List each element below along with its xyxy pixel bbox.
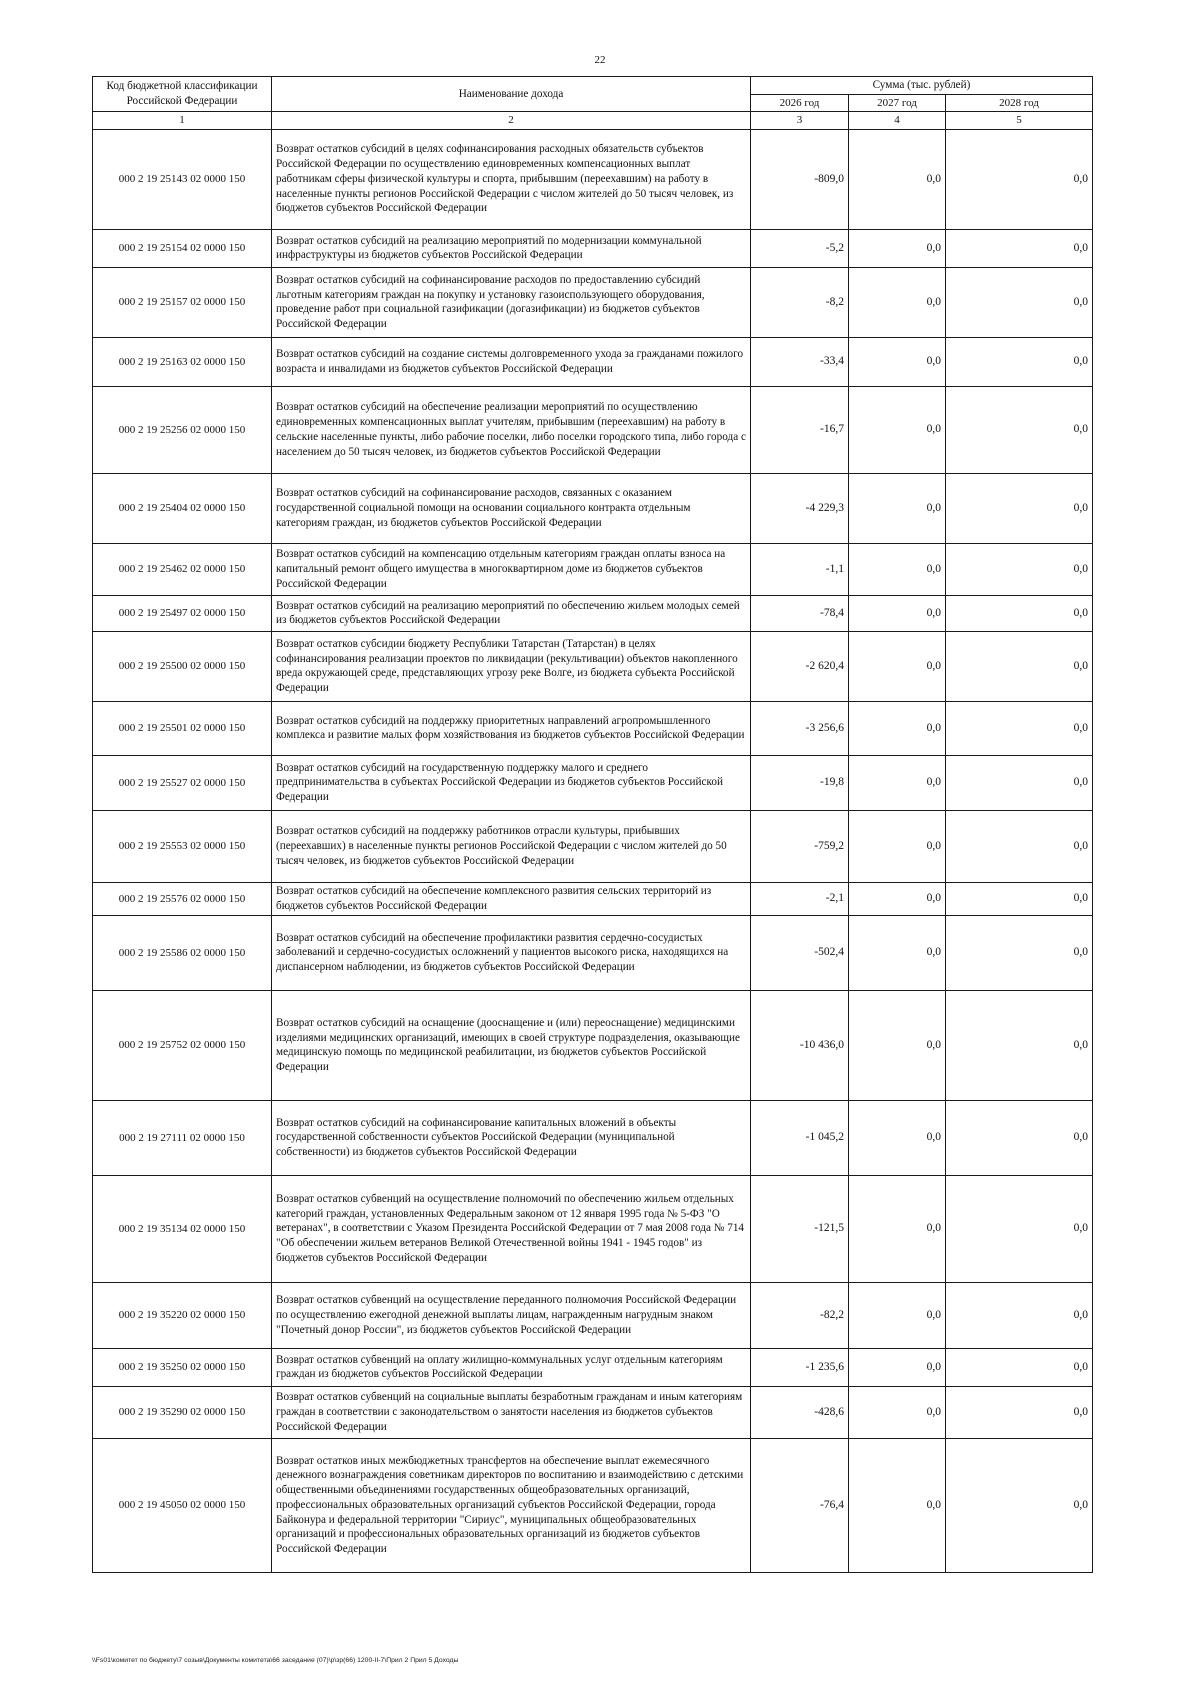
amount-2027-cell: 0,0 bbox=[849, 473, 946, 543]
budget-code-cell: 000 2 19 25586 02 0000 150 bbox=[93, 915, 272, 990]
budget-code-cell: 000 2 19 35250 02 0000 150 bbox=[93, 1348, 272, 1386]
amount-2026-cell: -2 620,4 bbox=[751, 631, 849, 701]
table-row bbox=[93, 473, 1093, 543]
table-row bbox=[93, 915, 1093, 990]
budget-code-cell: 000 2 19 25143 02 0000 150 bbox=[93, 129, 272, 229]
table-row bbox=[93, 267, 1093, 337]
amount-2026-cell: -1,1 bbox=[751, 543, 849, 595]
income-name-cell: Возврат остатков субсидий на софинансирование капитальных вложений в объекты государственной собственности субъектов Российской Федерации (муниципальной собственности) из бюджетов субъектов Российской Федерации bbox=[272, 1100, 751, 1175]
col-number-2: 2 bbox=[272, 112, 751, 130]
header-sum: Сумма (тыс. рублей) bbox=[751, 77, 1093, 95]
budget-code-cell: 000 2 19 25501 02 0000 150 bbox=[93, 701, 272, 755]
budget-code-cell: 000 2 19 25256 02 0000 150 bbox=[93, 386, 272, 473]
budget-code-cell: 000 2 19 25527 02 0000 150 bbox=[93, 755, 272, 810]
amount-2026-cell: -428,6 bbox=[751, 1386, 849, 1438]
amount-2028-cell: 0,0 bbox=[946, 595, 1093, 631]
amount-2028-cell: 0,0 bbox=[946, 701, 1093, 755]
amount-2028-cell: 0,0 bbox=[946, 1348, 1093, 1386]
amount-2026-cell: -19,8 bbox=[751, 755, 849, 810]
amount-2028-cell: 0,0 bbox=[946, 543, 1093, 595]
income-name-cell: Возврат остатков субвенций на осуществление переданного полномочия Российской Федерации по осуществлению ежегодной денежной выплаты лицам, награжденным нагрудным знаком "Почетный донор России", из бюджетов субъектов Российской Федерации bbox=[272, 1282, 751, 1348]
table-row bbox=[93, 631, 1093, 701]
amount-2027-cell: 0,0 bbox=[849, 990, 946, 1100]
income-name-cell: Возврат остатков иных межбюджетных трансфертов на обеспечение выплат ежемесячного денежного вознаграждения советникам директоров по воспитанию и взаимодействию с детскими общественными объединениями государственных общеобразовательных организаций, профессиональных образовательных организаций субъектов Российской Федерации, города Байконура и федеральной территории "Сириус", муниципальных общеобразовательных организаций и профессиональных образовательных организаций из бюджетов субъектов Российской Федерации bbox=[272, 1438, 751, 1572]
amount-2028-cell: 0,0 bbox=[946, 1175, 1093, 1282]
header-year-2027: 2027 год bbox=[849, 94, 946, 112]
income-name-cell: Возврат остатков субсидий на реализацию мероприятий по обеспечению жильем молодых семей из бюджетов субъектов Российской Федерации bbox=[272, 595, 751, 631]
amount-2027-cell: 0,0 bbox=[849, 543, 946, 595]
income-name-cell: Возврат остатков субсидий на государственную поддержку малого и среднего предпринимательства в субъектах Российской Федерации из бюджетов субъектов Российской Федерации bbox=[272, 755, 751, 810]
amount-2028-cell: 0,0 bbox=[946, 755, 1093, 810]
table-row bbox=[93, 595, 1093, 631]
income-name-cell: Возврат остатков субсидии бюджету Республики Татарстан (Татарстан) в целях софинансирования реализации проектов по ликвидации (рекультивации) объектов накопленного вреда окружающей среде, представляющих угрозу реке Волге, из бюджета субъекта Российской Федерации bbox=[272, 631, 751, 701]
budget-code-cell: 000 2 19 25576 02 0000 150 bbox=[93, 882, 272, 915]
header-name: Наименование дохода bbox=[272, 77, 751, 112]
amount-2027-cell: 0,0 bbox=[849, 267, 946, 337]
table-row bbox=[93, 810, 1093, 882]
income-name-cell: Возврат остатков субсидий на обеспечение профилактики развития сердечно-сосудистых заболеваний и сердечно-сосудистых осложнений у пациентов высокого риска, находящихся на диспансерном наблюдении, из бюджетов субъектов Российской Федерации bbox=[272, 915, 751, 990]
col-number-5: 5 bbox=[946, 112, 1093, 130]
income-name-cell: Возврат остатков субсидий на софинансирование расходов по предоставлению субсидий льготным категориям граждан на покупку и установку газоиспользующего оборудования, проведение работ при социальной газификации (догазификации) из бюджетов субъектов Российской Федерации bbox=[272, 267, 751, 337]
amount-2026-cell: -5,2 bbox=[751, 229, 849, 267]
table-row bbox=[93, 701, 1093, 755]
amount-2026-cell: -2,1 bbox=[751, 882, 849, 915]
income-name-cell: Возврат остатков субвенций на оплату жилищно-коммунальных услуг отдельным категориям граждан из бюджетов субъектов Российской Федерации bbox=[272, 1348, 751, 1386]
budget-code-cell: 000 2 19 35220 02 0000 150 bbox=[93, 1282, 272, 1348]
amount-2026-cell: -4 229,3 bbox=[751, 473, 849, 543]
budget-code-cell: 000 2 19 25404 02 0000 150 bbox=[93, 473, 272, 543]
amount-2028-cell: 0,0 bbox=[946, 129, 1093, 229]
income-name-cell: Возврат остатков субсидий на софинансирование расходов, связанных с оказанием государственной социальной помощи на основании социального контракта отдельным категориям граждан, из бюджетов субъектов Российской Федерации bbox=[272, 473, 751, 543]
col-number-3: 3 bbox=[751, 112, 849, 130]
table-row bbox=[93, 1386, 1093, 1438]
table-row bbox=[93, 543, 1093, 595]
revenue-table bbox=[92, 76, 1093, 1573]
amount-2028-cell: 0,0 bbox=[946, 631, 1093, 701]
amount-2026-cell: -78,4 bbox=[751, 595, 849, 631]
amount-2028-cell: 0,0 bbox=[946, 473, 1093, 543]
amount-2028-cell: 0,0 bbox=[946, 1386, 1093, 1438]
amount-2027-cell: 0,0 bbox=[849, 1100, 946, 1175]
amount-2026-cell: -82,2 bbox=[751, 1282, 849, 1348]
amount-2027-cell: 0,0 bbox=[849, 915, 946, 990]
amount-2026-cell: -759,2 bbox=[751, 810, 849, 882]
amount-2028-cell: 0,0 bbox=[946, 386, 1093, 473]
amount-2027-cell: 0,0 bbox=[849, 1348, 946, 1386]
budget-code-cell: 000 2 19 25157 02 0000 150 bbox=[93, 267, 272, 337]
table-row bbox=[93, 129, 1093, 229]
table-row bbox=[93, 1438, 1093, 1572]
income-name-cell: Возврат остатков субсидий на оснащение (дооснащение и (или) переоснащение) медицинскими изделиями медицинских организаций, имеющих в своей структуре подразделения, оказывающие медицинскую помощь по медицинской реабилитации, из бюджетов субъектов Российской Федерации bbox=[272, 990, 751, 1100]
amount-2027-cell: 0,0 bbox=[849, 1175, 946, 1282]
amount-2026-cell: -1 045,2 bbox=[751, 1100, 849, 1175]
table-row bbox=[93, 1100, 1093, 1175]
table-row bbox=[93, 386, 1093, 473]
footer-file-path: \\Fs01\комитет по бюджету\7 созыв\Документы комитета\66 заседание (07)\р\зр(66) 1200-II-7\Прил 2 Прил 5 Доходы bbox=[92, 1657, 459, 1664]
table-body bbox=[93, 129, 1093, 1572]
table-row bbox=[93, 1282, 1093, 1348]
amount-2027-cell: 0,0 bbox=[849, 1386, 946, 1438]
header-year-2028: 2028 год bbox=[946, 94, 1093, 112]
amount-2028-cell: 0,0 bbox=[946, 1282, 1093, 1348]
amount-2028-cell: 0,0 bbox=[946, 267, 1093, 337]
amount-2026-cell: -33,4 bbox=[751, 337, 849, 386]
table-row bbox=[93, 1348, 1093, 1386]
budget-code-cell: 000 2 19 25752 02 0000 150 bbox=[93, 990, 272, 1100]
table-row bbox=[93, 882, 1093, 915]
amount-2028-cell: 0,0 bbox=[946, 915, 1093, 990]
amount-2027-cell: 0,0 bbox=[849, 229, 946, 267]
header-year-2026: 2026 год bbox=[751, 94, 849, 112]
amount-2026-cell: -16,7 bbox=[751, 386, 849, 473]
table-row bbox=[93, 229, 1093, 267]
income-name-cell: Возврат остатков субсидий в целях софинансирования расходных обязательств субъектов Российской Федерации по осуществлению единовременных компенсационных выплат работникам сферы физической культуры и спорта, прибывшим (переехавшим) на работу в населенные пункты регионов Российской Федерации с числом жителей до 50 тысяч человек, из бюджетов субъектов Российской Федерации bbox=[272, 129, 751, 229]
amount-2027-cell: 0,0 bbox=[849, 810, 946, 882]
amount-2027-cell: 0,0 bbox=[849, 755, 946, 810]
income-name-cell: Возврат остатков субсидий на создание системы долговременного ухода за гражданами пожилого возраста и инвалидами из бюджетов субъектов Российской Федерации bbox=[272, 337, 751, 386]
budget-code-cell: 000 2 19 25163 02 0000 150 bbox=[93, 337, 272, 386]
budget-code-cell: 000 2 19 25553 02 0000 150 bbox=[93, 810, 272, 882]
table-row bbox=[93, 337, 1093, 386]
income-name-cell: Возврат остатков субвенций на осуществление полномочий по обеспечению жильем отдельных категорий граждан, установленных Федеральным законом от 12 января 1995 года № 5-ФЗ "О ветеранах", в соответствии с Указом Президента Российской Федерации от 7 мая 2008 года № 714 "Об обеспечении жильем ветеранов Великой Отечественной войны 1941 - 1945 годов" из бюджетов субъектов Российской Федерации bbox=[272, 1175, 751, 1282]
income-name-cell: Возврат остатков субсидий на обеспечение реализации мероприятий по осуществлению единовременных компенсационных выплат учителям, прибывшим (переехавшим) на работу в сельские населенные пункты, либо рабочие поселки, либо поселки городского типа, либо города с населением до 50 тысяч человек, из бюджетов субъектов Российской Федерации bbox=[272, 386, 751, 473]
amount-2028-cell: 0,0 bbox=[946, 1438, 1093, 1572]
budget-code-cell: 000 2 19 35290 02 0000 150 bbox=[93, 1386, 272, 1438]
table-row bbox=[93, 755, 1093, 810]
amount-2027-cell: 0,0 bbox=[849, 1282, 946, 1348]
amount-2027-cell: 0,0 bbox=[849, 882, 946, 915]
amount-2026-cell: -502,4 bbox=[751, 915, 849, 990]
budget-code-cell: 000 2 19 45050 02 0000 150 bbox=[93, 1438, 272, 1572]
amount-2027-cell: 0,0 bbox=[849, 1438, 946, 1572]
income-name-cell: Возврат остатков субвенций на социальные выплаты безработным гражданам и иным категориям граждан в соответствии с законодательством о занятости населения из бюджетов субъектов Российской Федерации bbox=[272, 1386, 751, 1438]
page-number: 22 bbox=[594, 54, 606, 66]
budget-code-cell: 000 2 19 25462 02 0000 150 bbox=[93, 543, 272, 595]
table-row bbox=[93, 1175, 1093, 1282]
amount-2028-cell: 0,0 bbox=[946, 229, 1093, 267]
budget-code-cell: 000 2 19 25500 02 0000 150 bbox=[93, 631, 272, 701]
budget-code-cell: 000 2 19 25154 02 0000 150 bbox=[93, 229, 272, 267]
amount-2026-cell: -1 235,6 bbox=[751, 1348, 849, 1386]
budget-code-cell: 000 2 19 27111 02 0000 150 bbox=[93, 1100, 272, 1175]
amount-2026-cell: -76,4 bbox=[751, 1438, 849, 1572]
amount-2028-cell: 0,0 bbox=[946, 337, 1093, 386]
amount-2028-cell: 0,0 bbox=[946, 1100, 1093, 1175]
income-name-cell: Возврат остатков субсидий на реализацию мероприятий по модернизации коммунальной инфраструктуры из бюджетов субъектов Российской Федерации bbox=[272, 229, 751, 267]
table-row bbox=[93, 990, 1093, 1100]
budget-code-cell: 000 2 19 35134 02 0000 150 bbox=[93, 1175, 272, 1282]
amount-2026-cell: -8,2 bbox=[751, 267, 849, 337]
amount-2027-cell: 0,0 bbox=[849, 701, 946, 755]
amount-2028-cell: 0,0 bbox=[946, 882, 1093, 915]
income-name-cell: Возврат остатков субсидий на поддержку приоритетных направлений агропромышленного комплекса и развитие малых форм хозяйствования из бюджетов субъектов Российской Федерации bbox=[272, 701, 751, 755]
income-name-cell: Возврат остатков субсидий на обеспечение комплексного развития сельских территорий из бюджетов субъектов Российской Федерации bbox=[272, 882, 751, 915]
amount-2026-cell: -3 256,6 bbox=[751, 701, 849, 755]
amount-2028-cell: 0,0 bbox=[946, 990, 1093, 1100]
amount-2026-cell: -809,0 bbox=[751, 129, 849, 229]
amount-2027-cell: 0,0 bbox=[849, 631, 946, 701]
col-number-4: 4 bbox=[849, 112, 946, 130]
amount-2028-cell: 0,0 bbox=[946, 810, 1093, 882]
amount-2027-cell: 0,0 bbox=[849, 386, 946, 473]
amount-2026-cell: -121,5 bbox=[751, 1175, 849, 1282]
amount-2027-cell: 0,0 bbox=[849, 337, 946, 386]
budget-code-cell: 000 2 19 25497 02 0000 150 bbox=[93, 595, 272, 631]
col-number-1: 1 bbox=[93, 112, 272, 130]
amount-2026-cell: -10 436,0 bbox=[751, 990, 849, 1100]
header-code: Код бюджетной классификации Российской Федерации bbox=[93, 77, 272, 112]
amount-2027-cell: 0,0 bbox=[849, 129, 946, 229]
income-name-cell: Возврат остатков субсидий на поддержку работников отрасли культуры, прибывших (переехавших) в населенные пункты регионов Российской Федерации с числом жителей до 50 тысяч человек, из бюджетов субъектов Российской Федерации bbox=[272, 810, 751, 882]
amount-2027-cell: 0,0 bbox=[849, 595, 946, 631]
income-name-cell: Возврат остатков субсидий на компенсацию отдельным категориям граждан оплаты взноса на капитальный ремонт общего имущества в многоквартирном доме из бюджетов субъектов Российской Федерации bbox=[272, 543, 751, 595]
